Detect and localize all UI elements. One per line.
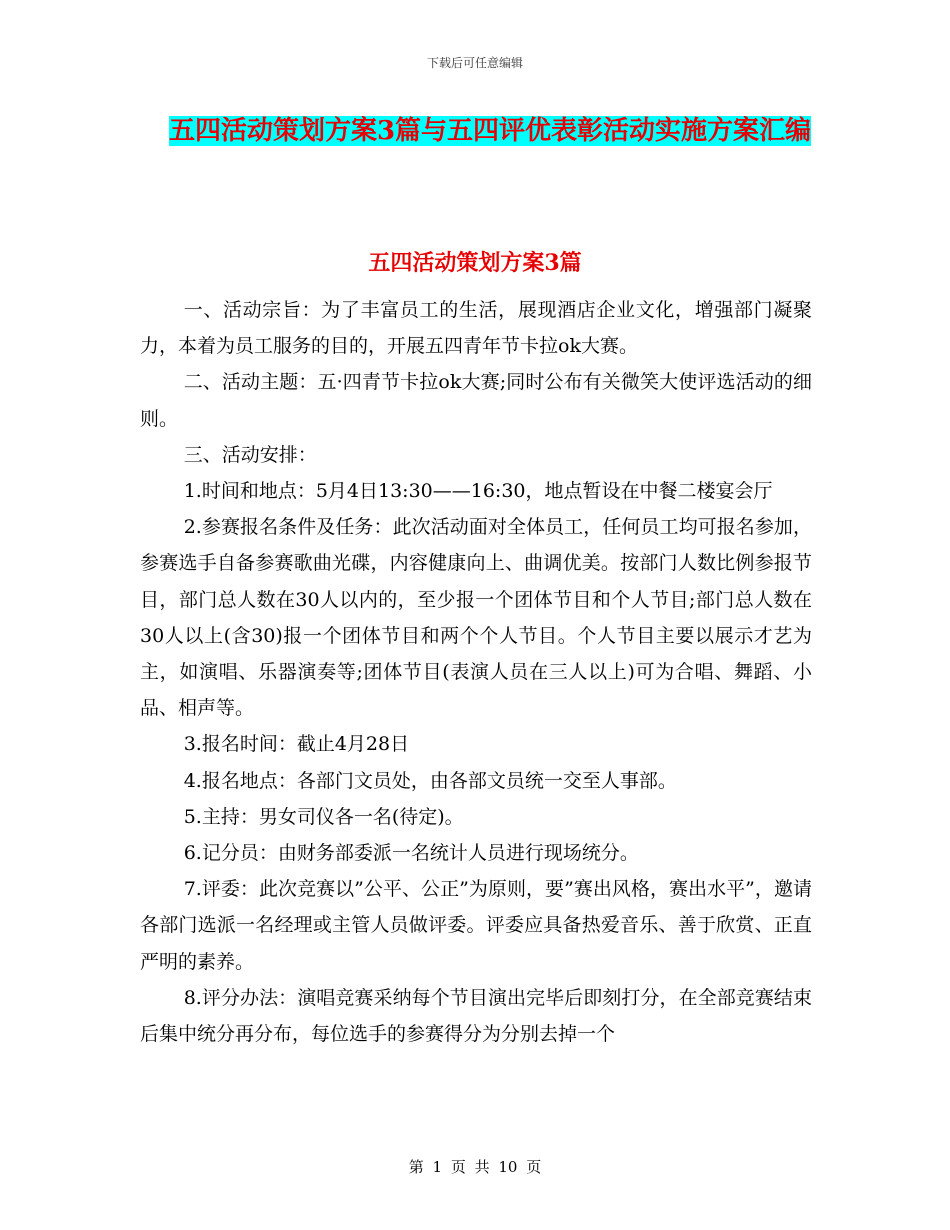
- paragraph-judges: 7.评委：此次竞赛以”公平、公正”为原则，要”赛出风格，赛出水平”，邀请各部门选派一名经理或主管人员做评委。评委应具备热爱音乐、善于欣赏、正直严明的素养。: [140, 878, 812, 973]
- page-footer: 第 1 页 共 10 页: [408, 1158, 542, 1176]
- paragraph-purpose: 一、活动宗旨：为了丰富员工的生活，展现酒店企业文化，增强部门凝聚力，本着为员工服务的目的，开展五四青年节卡拉ok大赛。: [140, 299, 812, 358]
- paragraph-registration-conditions: 2.参赛报名条件及任务：此次活动面对全体员工，任何员工均可报名参加，参赛选手自备参赛歌曲光碟，内容健康向上、曲调优美。按部门人数比例参报节目，部门总人数在30人以内的，至少报一个团体节目和个人节目;部门总人数在30人以上(含30)报一个团体节目和两个个人节目。个人节目主要以展示才艺为主，如演唱、乐器演奏等;团体节目(表演人员在三人以上)可为合唱、舞蹈、小品、相声等。: [140, 516, 812, 720]
- paragraph-scorekeeper: 6.记分员：由财务部委派一名统计人员进行现场统分。: [183, 842, 639, 865]
- page-header: 下载后可任意编辑: [426, 56, 523, 70]
- paragraph-registration-time: 3.报名时间：截止4月28日: [183, 733, 410, 756]
- document-title-text: 五四活动策划方案3篇与五四评优表彰活动实施方案汇编: [168, 116, 812, 146]
- document-title: [140, 108, 840, 154]
- paragraph-registration-location: 4.报名地点：各部门文员处，由各部文员统一交至人事部。: [183, 769, 677, 792]
- paragraph-hosts: 5.主持：男女司仪各一名(待定)。: [183, 805, 464, 828]
- paragraph-theme: 二、活动主题：五·四青节卡拉ok大赛;同时公布有关微笑大使评选活动的细则。: [140, 371, 812, 430]
- document-body: [140, 292, 812, 1052]
- paragraph-time-location: 1.时间和地点：5月4日13:30——16:30，地点暂设在中餐二楼宴会厅: [183, 480, 773, 503]
- paragraph-scoring: 8.评分办法：演唱竞赛采纳每个节目演出完毕后即刻打分，在全部竞赛结束后集中统分再分布，每位选手的参赛得分为分别去掉一个: [140, 986, 812, 1046]
- section-title: 五四活动策划方案3篇: [368, 250, 582, 276]
- paragraph-arrangement-heading: 三、活动安排：: [183, 443, 317, 466]
